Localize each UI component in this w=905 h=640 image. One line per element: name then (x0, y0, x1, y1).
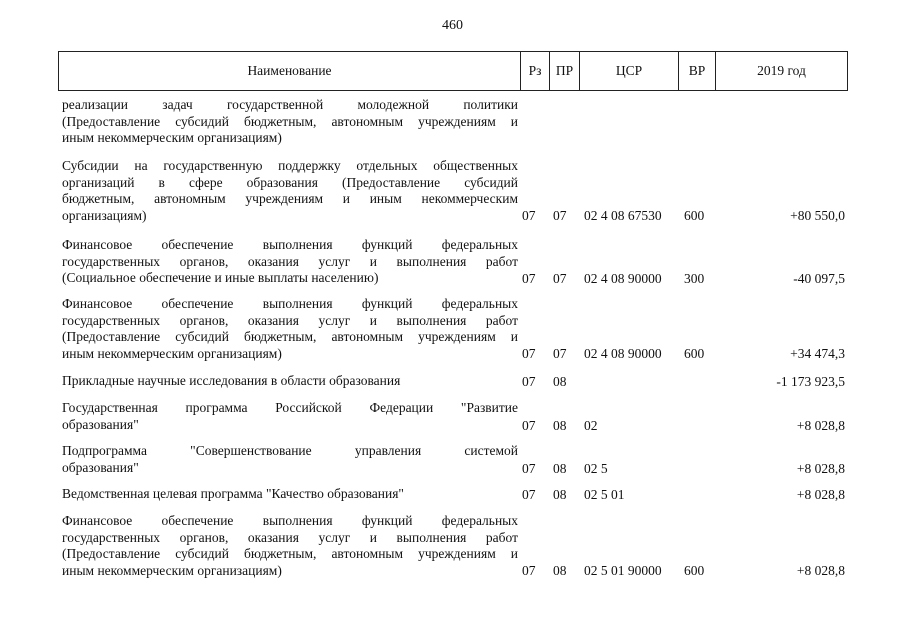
header-rz: Рз (521, 52, 550, 91)
row-csr: 02 5 (584, 460, 608, 476)
row-name (62, 237, 518, 287)
table-row (0, 373, 905, 390)
row-name-line: (Социальное обеспечение и иные выплаты населению) (62, 270, 379, 285)
row-value: +8 028,8 (796, 417, 845, 433)
row-name-line: Субсидии на государственную поддержку отдельных общественных (62, 158, 518, 173)
row-value: -1 173 923,5 (776, 373, 845, 389)
page-number: 460 (442, 18, 463, 33)
row-pr: 08 (553, 486, 567, 502)
table-row (0, 237, 905, 287)
table-row (0, 296, 905, 362)
row-name-line: иным некоммерческим организациям) (62, 345, 282, 361)
row-rz: 07 (522, 562, 536, 578)
header-year: 2019 год (716, 52, 848, 91)
row-name-line: (Предоставление субсидий бюджетным, автономным учреждениям и (62, 113, 518, 129)
row-name-line: государственных органов, оказания услуг и выполнения работ (62, 253, 518, 269)
row-name-line: образования" (62, 459, 139, 475)
row-name-line: Ведомственная целевая программа "Качество образования" (62, 486, 404, 501)
row-pr: 07 (553, 270, 567, 286)
row-name-line: образования" (62, 416, 139, 432)
row-value: +8 028,8 (796, 486, 845, 502)
row-name-line: Финансовое обеспечение выполнения функций федеральных (62, 513, 518, 528)
row-rz: 07 (522, 486, 536, 502)
table-row (0, 158, 905, 224)
row-value: +8 028,8 (796, 460, 845, 476)
row-name (62, 97, 518, 147)
row-name-line: бюджетным, автономным учреждениям и иным некоммерческим (62, 191, 518, 206)
row-rz: 07 (522, 417, 536, 433)
row-name-line: государственных органов, оказания услуг и выполнения работ (62, 312, 518, 328)
row-vr: 600 (684, 207, 705, 223)
row-vr: 300 (684, 270, 705, 286)
row-value: +34 474,3 (790, 345, 845, 361)
table-row (0, 486, 905, 503)
row-pr: 08 (553, 417, 567, 433)
row-pr: 07 (553, 345, 567, 361)
row-pr: 08 (553, 460, 567, 476)
header-pr: ПР (550, 52, 580, 91)
table-row (0, 513, 905, 579)
row-name-line: государственных органов, оказания услуг и выполнения работ (62, 529, 518, 545)
row-name-line: реализации задач государственной молодежной политики (62, 97, 518, 112)
row-rz: 07 (522, 270, 536, 286)
table-row (0, 443, 905, 477)
row-name-line: организаций в сфере образования (Предоставление субсидий (62, 174, 518, 190)
row-name-line: Подпрограмма "Совершенствование управления системой (62, 443, 518, 458)
row-value: +80 550,0 (790, 207, 845, 223)
row-pr: 08 (553, 373, 567, 389)
row-name (62, 296, 518, 362)
row-name-line: организациям) (62, 207, 147, 223)
row-rz: 07 (522, 373, 536, 389)
row-name-line: Финансовое обеспечение выполнения функций федеральных (62, 296, 518, 311)
row-name (62, 373, 518, 390)
row-name (62, 486, 518, 503)
row-name (62, 158, 518, 224)
header-csr: ЦСР (580, 52, 679, 91)
row-pr: 08 (553, 562, 567, 578)
row-value: +8 028,8 (796, 562, 845, 578)
row-rz: 07 (522, 345, 536, 361)
row-name-line: иным некоммерческим организациям) (62, 130, 282, 145)
row-name (62, 513, 518, 579)
row-csr: 02 5 01 (584, 486, 625, 502)
row-csr: 02 4 08 90000 (584, 270, 662, 286)
table-header (58, 51, 848, 91)
table-row (0, 97, 905, 147)
row-vr: 600 (684, 562, 705, 578)
row-name-line: Прикладные научные исследования в области образования (62, 373, 401, 388)
row-value: -40 097,5 (793, 270, 845, 286)
row-csr: 02 4 08 90000 (584, 345, 662, 361)
row-name (62, 400, 518, 433)
row-csr: 02 5 01 90000 (584, 562, 662, 578)
row-name-line: Государственная программа Российской Федерации "Развитие (62, 400, 518, 415)
header-vr: ВР (679, 52, 716, 91)
header-name: Наименование (59, 52, 521, 91)
row-rz: 07 (522, 207, 536, 223)
row-name-line: Финансовое обеспечение выполнения функций федеральных (62, 237, 518, 252)
row-name-line: (Предоставление субсидий бюджетным, автономным учреждениям и (62, 329, 518, 344)
table-row (0, 400, 905, 434)
row-name-line: (Предоставление субсидий бюджетным, автономным учреждениям и (62, 546, 518, 561)
row-vr: 600 (684, 345, 705, 361)
row-rz: 07 (522, 460, 536, 476)
row-name (62, 443, 518, 476)
row-name-line: иным некоммерческим организациям) (62, 562, 282, 578)
row-csr: 02 (584, 417, 598, 433)
row-pr: 07 (553, 207, 567, 223)
row-csr: 02 4 08 67530 (584, 207, 662, 223)
